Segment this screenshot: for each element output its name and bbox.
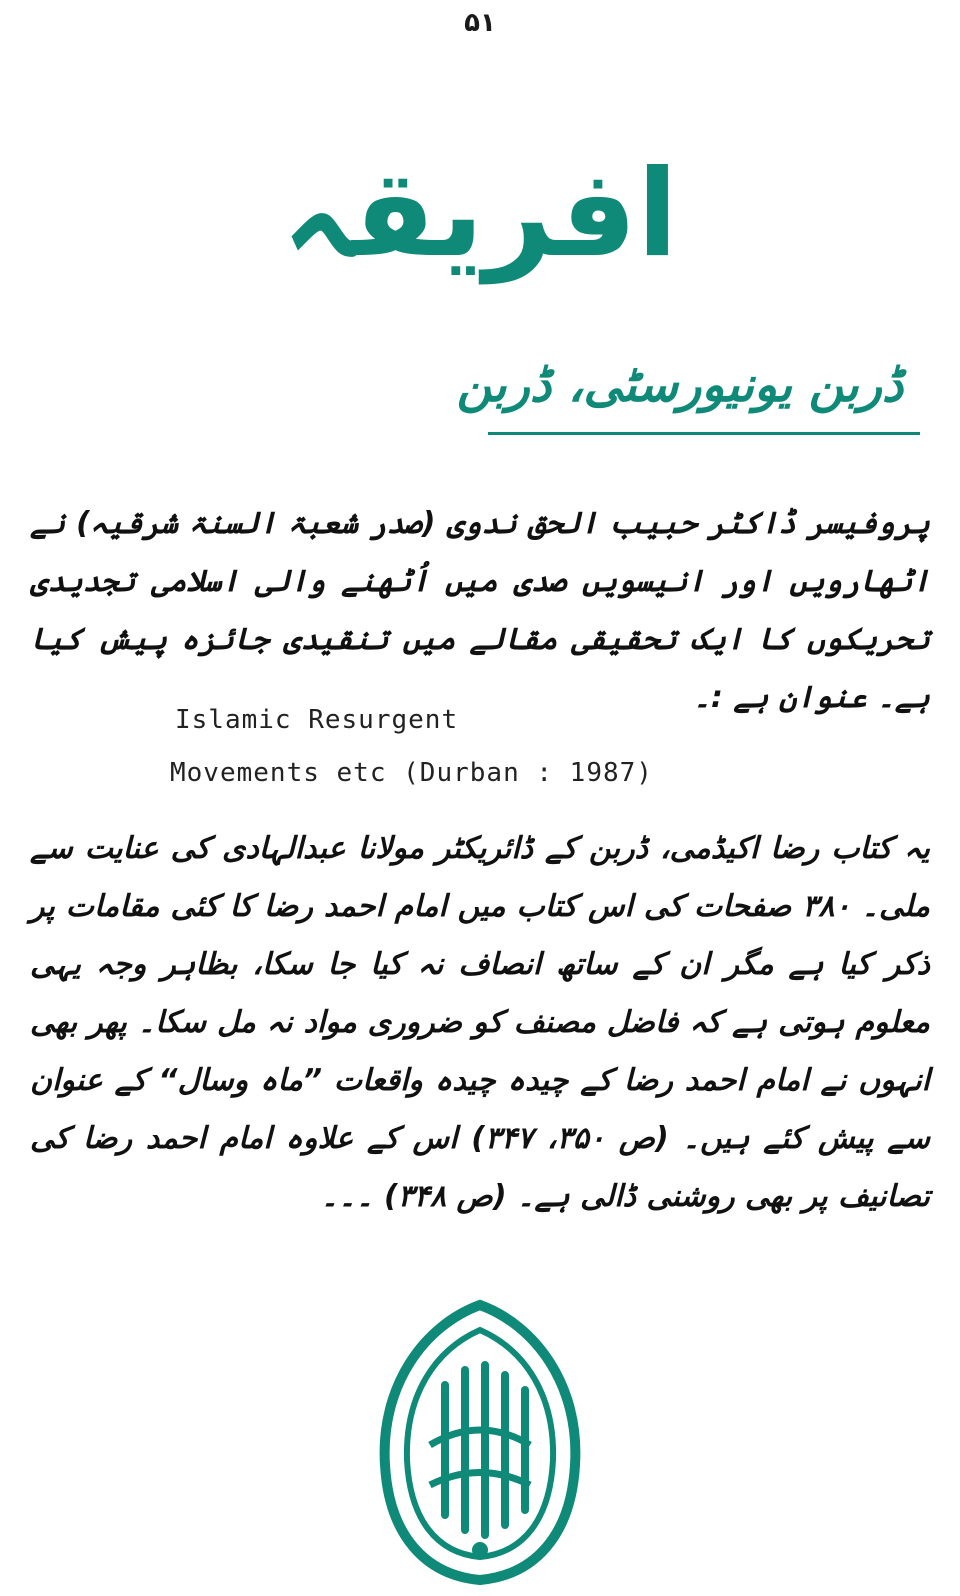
body-paragraph: یہ کتاب رضا اکیڈمی، ڈربن کے ڈائریکٹر مولانا عبدالہادی کی عنایت سے ملی۔ ۳۸۰ صفحات کی اس کتاب میں امام احمد رضا کا کئی مقامات پر ذکر کیا ہے مگر ان کے ساتھ انصاف نہ کیا جا سکا، بظاہر وجہ یہی معلوم ہوتی ہے کہ فاضل مصنف کو ضروری مواد نہ مل سکا۔ پھر بھی انہوں نے امام احمد رضا کے چیدہ چیدہ واقعات ”ماہ وسال“ کے عنوان سے پیش کئے ہیں۔ (ص ۳۵۰، ۳۴۷) اس کے علاوہ امام احمد رضا کی تصانیف پر بھی روشنی ڈالی ہے۔ (ص ۳۴۸) ۔۔۔ (30, 831, 930, 1214)
subtitle-underline (488, 432, 920, 435)
calligraphy-ornament-icon (375, 1295, 585, 1585)
english-title-line-1: Islamic Resurgent (175, 705, 459, 735)
intro-paragraph: پروفیسر ڈاکٹر حبیب الحق ندوی (صدر شعبۃ السنۃ شرقیہ) نے اٹھارویں اور انیسویں صدی میں اُٹھنے والی اسلامی تجدیدی تحریکوں کا ایک تحقیقی مقالے میں تنقیدی جائزہ پیش کیا ہے۔ عنوان ہے :۔ (30, 506, 930, 715)
page-title: افریقہ (281, 145, 679, 284)
page-number: ۵۱ (464, 8, 496, 38)
english-title-line-2: Movements etc (Durban : 1987) (170, 758, 653, 788)
section-subtitle: ڈربن یونیورسٹی، ڈربن (456, 357, 904, 413)
